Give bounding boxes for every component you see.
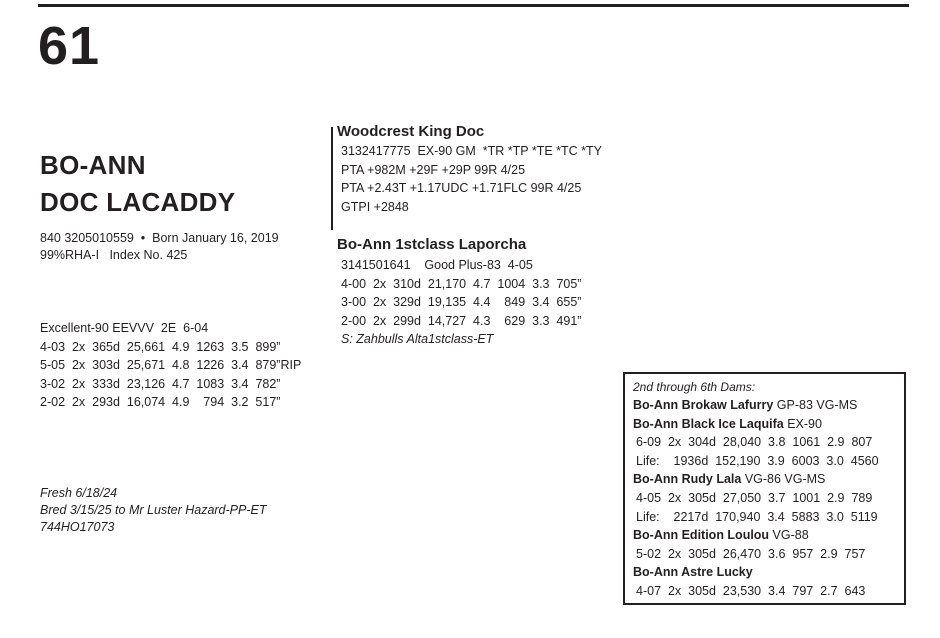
- dam-entry-record: 6-09 2x 304d 28,040 3.8 1061 2.9 807: [636, 435, 873, 450]
- dam-entry-record: 4-05 2x 305d 27,050 3.7 1001 2.9 789: [636, 490, 873, 505]
- dam-entry: [633, 563, 905, 582]
- sire-of-dam: S: Zahbulls Alta1stclass-ET: [341, 332, 494, 346]
- dams-box-title: 2nd through 6th Dams:: [633, 380, 756, 394]
- rha-index: 99%RHA-I Index No. 425: [40, 248, 188, 262]
- registration-birth: 840 3205010559 • Born January 16, 2019: [40, 231, 279, 245]
- record-row: 2-02 2x 293d 16,074 4.9 794 3.2 517”: [40, 395, 281, 409]
- dam-entry-record: 5-02 2x 305d 26,470 3.6 957 2.9 757: [636, 546, 866, 561]
- dam-details: [341, 256, 581, 349]
- dam-entry: [633, 526, 905, 545]
- dam-entry-class: VG-88: [769, 528, 809, 543]
- sire-line: 3132417775 EX-90 GM *TR *TP *TE *TC *TY: [341, 144, 602, 158]
- dam-entry: [633, 396, 905, 415]
- animal-name-line2: DOC LACADDY: [40, 187, 236, 217]
- record-row: 5-05 2x 303d 25,671 4.8 1226 3.4 879”RIP: [40, 358, 302, 372]
- sire-details: [341, 142, 602, 216]
- bred-info: Bred 3/15/25 to Mr Luster Hazard-PP-ET: [40, 503, 267, 517]
- dam-entry-class: GP-83 VG-MS: [773, 398, 858, 412]
- animal-records: [40, 319, 301, 412]
- dam-line: 3141501641 Good Plus-83 4-05: [341, 258, 533, 272]
- sire-bracket: [331, 127, 333, 230]
- dam-entry-record: Life: 1936d 152,190 3.9 6003 3.0 4560: [636, 453, 879, 468]
- breeding-info: [40, 485, 266, 536]
- dam-entry-name: Bo-Ann Astre Lucky: [633, 565, 753, 580]
- dam-entry-name: Bo-Ann Rudy Lala: [633, 472, 742, 487]
- dam-line: 2-00 2x 299d 14,727 4.3 629 3.3 491”: [341, 313, 582, 328]
- fresh-date: Fresh 6/18/24: [40, 486, 118, 500]
- dam-entry-record: 4-07 2x 305d 23,530 3.4 797 2.7 643: [636, 583, 866, 598]
- dam-entry-class: EX-90: [783, 416, 822, 431]
- sire-line: PTA +982M +29F +29P 99R 4/25: [341, 162, 526, 177]
- top-rule: [38, 4, 909, 7]
- dam-entry-class: VG-86 VG-MS: [741, 472, 826, 487]
- dams-box: [623, 372, 906, 605]
- lot-number: 61: [38, 16, 101, 76]
- sire-name: Woodcrest King Doc: [337, 123, 485, 140]
- record-row: 3-02 2x 333d 23,126 4.7 1083 3.4 782”: [40, 376, 281, 391]
- dam-entry: [633, 470, 905, 489]
- dam-line: 4-00 2x 310d 21,170 4.7 1004 3.3 705”: [341, 276, 582, 291]
- dam-name: Bo-Ann 1stclass Laporcha: [337, 236, 527, 253]
- service-sire-code: 744HO17073: [40, 520, 115, 534]
- animal-name-line1: BO-ANN: [40, 150, 146, 180]
- dam-entry-name: Bo-Ann Brokaw Lafurry: [633, 398, 774, 412]
- dam-entry: [633, 415, 905, 434]
- sire-line: GTPI +2848: [341, 199, 409, 214]
- dam-entry-name: Bo-Ann Black Ice Laquifa: [633, 416, 784, 431]
- sire-line: PTA +2.43T +1.17UDC +1.71FLC 99R 4/25: [341, 181, 582, 195]
- classification: Excellent-90 EEVVV 2E 6-04: [40, 321, 209, 335]
- dam-entry-name: Bo-Ann Edition Loulou: [633, 528, 770, 543]
- dam-entry-record: Life: 2217d 170,940 3.4 5883 3.0 5119: [636, 509, 878, 524]
- record-row: 4-03 2x 365d 25,661 4.9 1263 3.5 899”: [40, 339, 281, 354]
- dam-line: 3-00 2x 329d 19,135 4.4 849 3.4 655”: [341, 295, 582, 309]
